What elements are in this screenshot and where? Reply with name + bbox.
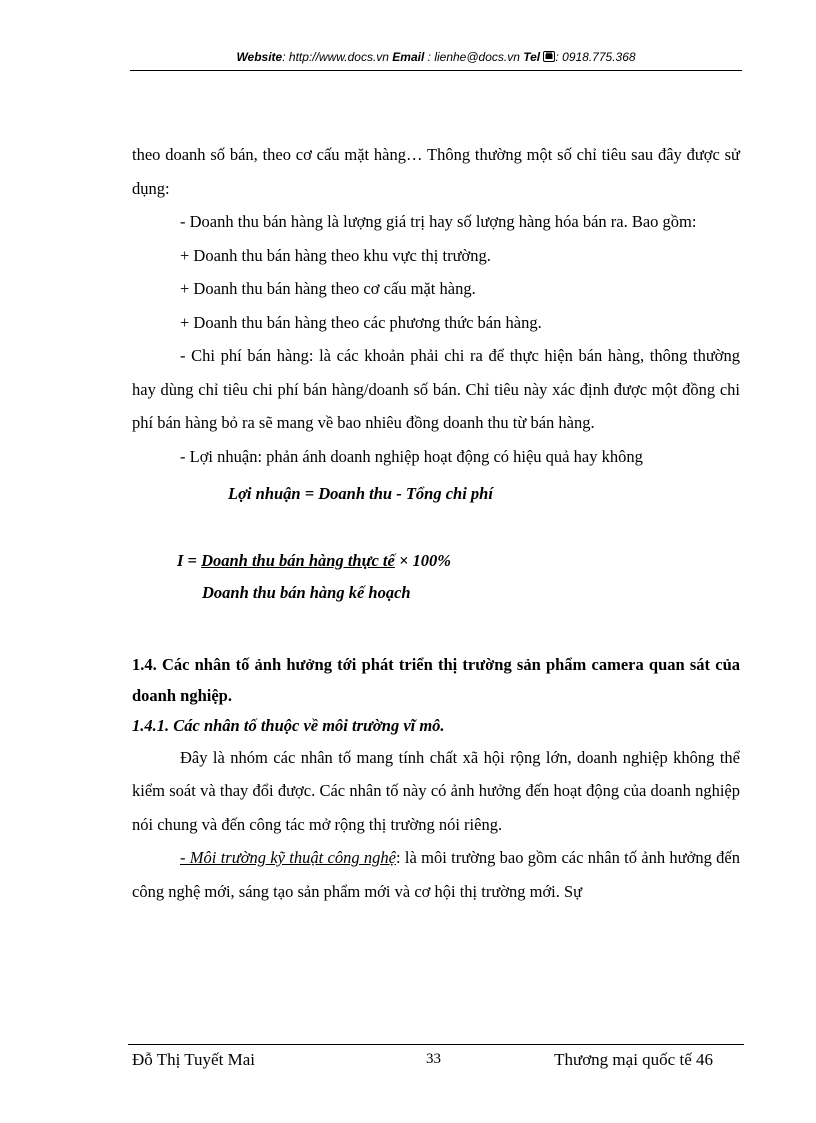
ratio-suffix: × 100%: [394, 550, 451, 570]
tech-environment-term: - Môi trường kỹ thuật công nghệ: [180, 848, 396, 867]
footer-author: Đỗ Thị Tuyết Mai: [132, 1050, 255, 1069]
paragraph-2: - Doanh thu bán hàng là lượng giá trị hay số lượng hàng hóa bán ra. Bao gồm:: [180, 212, 697, 231]
page-footer: [132, 1050, 740, 1074]
list-item: + Doanh thu bán hàng theo khu vực thị trường.: [180, 245, 491, 265]
paragraph-1: theo doanh số bán, theo cơ cấu mặt hàng… Thông thường một số chỉ tiêu sau đây được sử dụng:: [132, 145, 740, 198]
paragraph-6-text: : là môi trường bao gồm các nhân tố ảnh hưởng đến công nghệ mới, sáng tạo sản phẩm mới và cơ hội thị trường mới. Sự: [132, 848, 740, 901]
profit-formula: Lợi nhuận = Doanh thu - Tổng chi phí: [228, 484, 493, 503]
tel-label: Tel: [523, 50, 541, 64]
footer-divider: [128, 1044, 744, 1045]
document-body: [132, 138, 740, 908]
section-title: 1.4. Các nhân tố ảnh hưởng tới phát triển thị trường sản phẩm camera quan sát của doanh nghiệp.: [132, 654, 740, 705]
page-header: [130, 50, 742, 65]
email-value: : lienhe@docs.vn: [427, 50, 520, 64]
paragraph-6: [132, 841, 740, 908]
subsection-title: 1.4.1. Các nhân tố thuộc về môi trường vĩ mô.: [132, 715, 445, 735]
ratio-numerator: Doanh thu bán hàng thực tế: [201, 550, 395, 570]
page-number: 33: [426, 1051, 441, 1067]
paragraph-5: Đây là nhóm các nhân tố mang tính chất xã hội rộng lớn, doanh nghiệp không thể kiểm soát và thay đổi được. Các nhân tố này có ảnh hưởng đến hoạt động của doanh nghiệp nói chung và đến công tác mở rộng thị trường nói riêng.: [132, 747, 740, 834]
list-item: + Doanh thu bán hàng theo cơ cấu mặt hàng.: [180, 279, 476, 298]
website-label: Website: [236, 50, 283, 64]
paragraph-4: - Lợi nhuận: phản ánh doanh nghiệp hoạt động có hiệu quả hay không: [180, 446, 643, 466]
paragraph-3: - Chi phí bán hàng: là các khoản phải chi ra để thực hiện bán hàng, thông thường hay dùng chỉ tiêu chi phí bán hàng/doanh số bán. Chỉ tiêu này xác định được một đồng chi phí bán hàng bỏ ra sẽ mang về bao nhiêu đồng doanh thu từ bán hàng.: [132, 346, 740, 432]
tel-value: : 0918.775.368: [555, 50, 636, 64]
ratio-formula-prefix: I =: [177, 550, 202, 570]
ratio-formula: [177, 545, 740, 577]
website-value: : http://www.docs.vn: [282, 50, 389, 64]
footer-class: Thương mại quốc tế 46: [554, 1050, 713, 1069]
list-item: + Doanh thu bán hàng theo các phương thức bán hàng.: [180, 312, 542, 332]
email-label: Email: [392, 50, 425, 64]
phone-icon: [543, 51, 555, 65]
header-divider: [130, 70, 742, 71]
ratio-denominator: Doanh thu bán hàng kế hoạch: [202, 582, 411, 602]
